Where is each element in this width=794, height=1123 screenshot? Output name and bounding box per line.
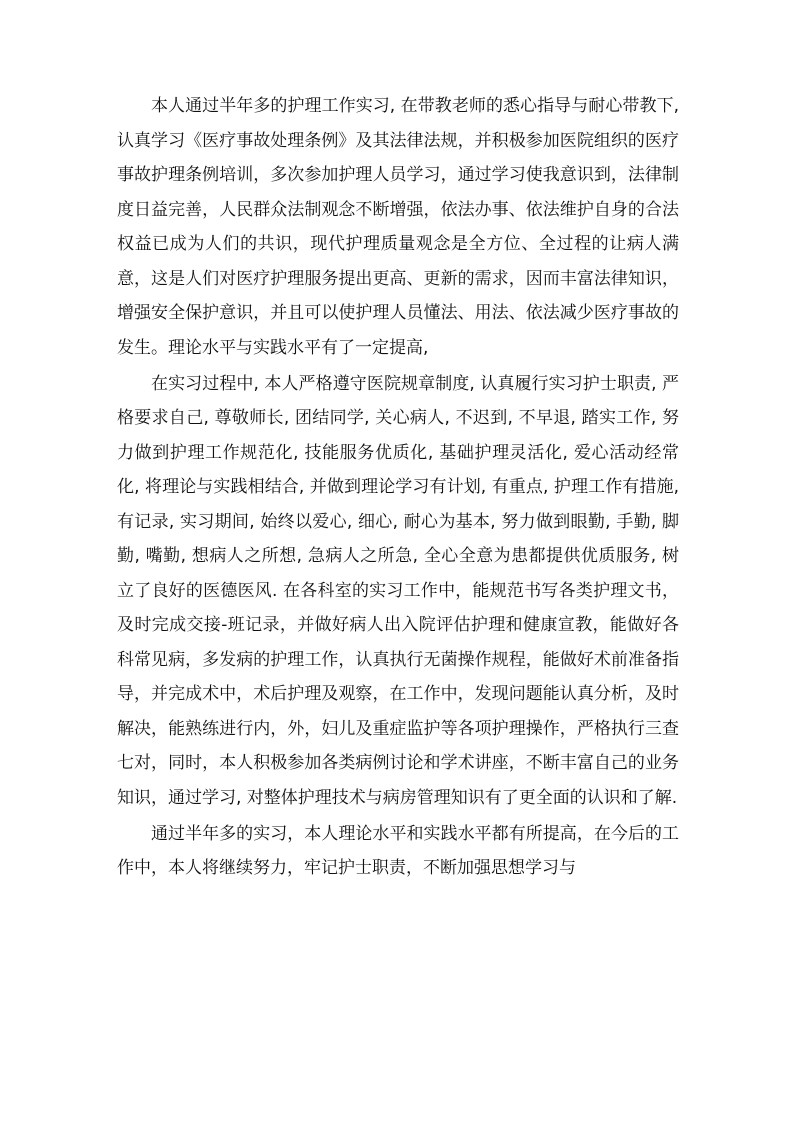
paragraph-summary: 通过半年多的实习，本人理论水平和实践水平都有所提高，在今后的工作中，本人将继续努力，牢记护士职责，不断加强思想学习与 <box>117 823 679 878</box>
paragraph-internship-conduct: 在实习过程中, 本人严格遵守医院规章制度, 认真履行实习护士职责, 严格要求自己, 尊敬师长, 团结同学, 关心病人, 不迟到, 不早退, 踏实工作, 努力做到护理工作规范化, 技能服务优质化, 基础护理灵活化, 爱心活动经常化, 将理论与实践相结合, 并做到理论学习有计划, 有重点, 护理工作有措施, 有记录, 实习期间, 始终以爱心, 细心, 耐心为基本, 努力做到眼勤, 手勤, 脚勤, 嘴勤, 想病人之所想, 急病人之所急, 全心全意为患都提供优质服务, 树立了良好的医德医风. 在各科室的实习工作中，能规范书写各类护理文书，及时完成交接-班记录，并做好病人出入院评估护理和健康宣教，能做好各科常见病，多发病的护理工作，认真执行无菌操作规程，能做好术前准备指导，并完成术中，术后护理及观察，在工作中，发现问题能认真分析，及时解决，能熟练进行内，外，妇儿及重症监护等各项护理操作，严格执行三查七对，同时，本人积极参加各类病例讨论和学术讲座，不断丰富自己的业务知识，通过学习, 对整体护理技术与病房管理知识有了更全面的认识和了解. <box>117 373 679 808</box>
document-page <box>117 89 679 886</box>
paragraph-legal-study: 本人通过半年多的护理工作实习, 在带教老师的悉心指导与耐心带教下, 认真学习《医疗事故处理条例》及其法律法规，并积极参加医院组织的医疗事故护理条例培训，多次参加护理人员学习，通过学习使我意识到，法律制度日益完善，人民群众法制观念不断增强，依法办事、依法维护自身的合法权益已成为人们的共识，现代护理质量观念是全方位、全过程的让病人满意，这是人们对医疗护理服务提出更高、更新的需求，因而丰富法律知识，增强安全保护意识，并且可以使护理人员懂法、用法、依法减少医疗事故的发生。理论水平与实践水平有了一定提高, <box>117 96 679 358</box>
